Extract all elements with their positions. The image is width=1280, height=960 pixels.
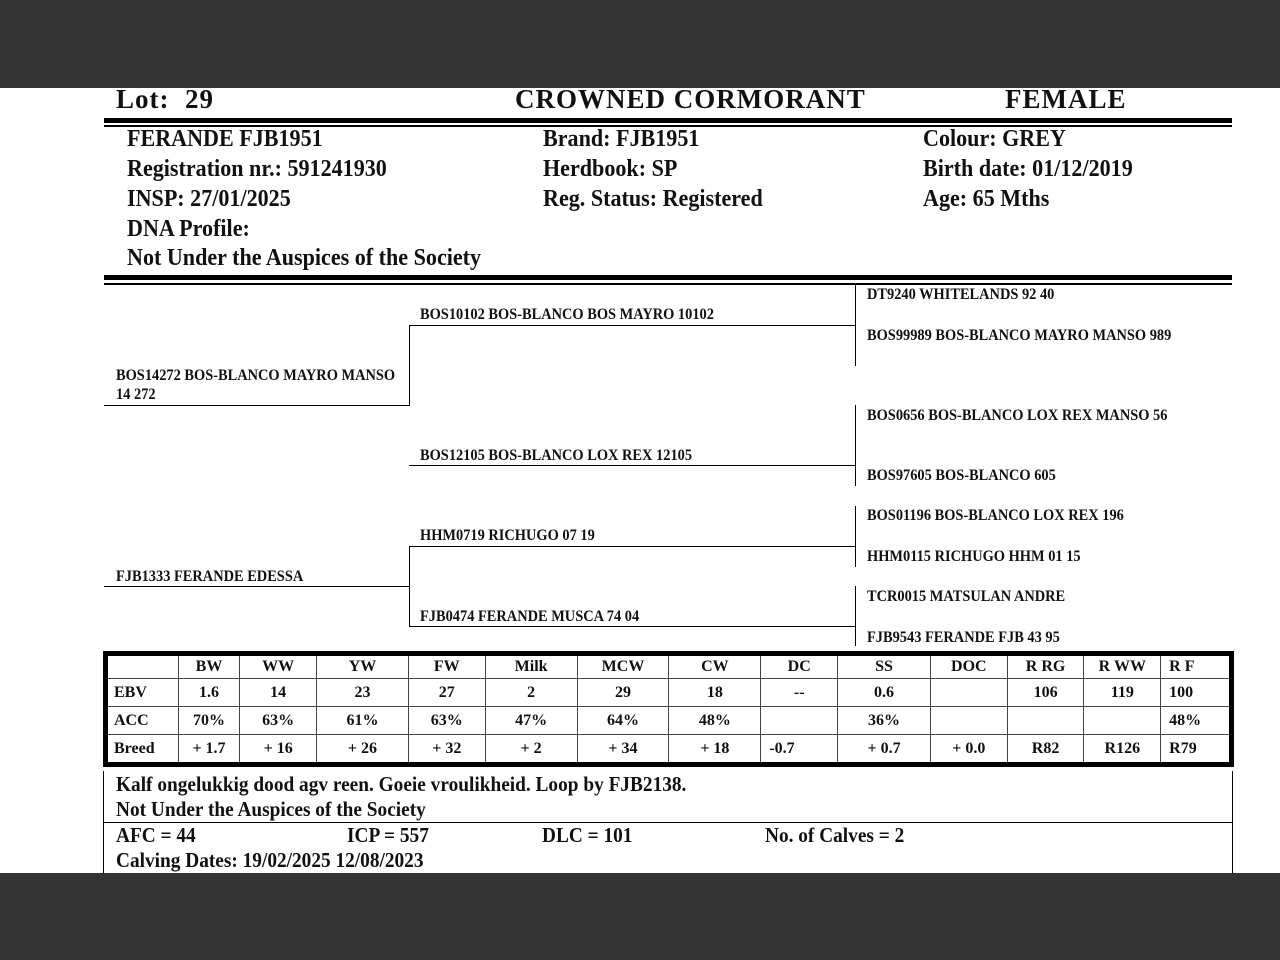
ebv-header-cell: R WW <box>1084 654 1161 679</box>
brand: Brand: FJB1951 <box>543 126 700 152</box>
pedigree-ggp-8: FJB9543 FERANDE FJB 43 95 <box>867 629 1060 646</box>
breed-cell: + 26 <box>317 735 409 765</box>
breed-cell: R82 <box>1007 735 1084 765</box>
dam-dam-line <box>409 626 856 627</box>
herdbook: Herdbook: SP <box>543 156 678 182</box>
sire-sire-bracket <box>855 285 856 366</box>
registration-number: Registration nr.: 591241930 <box>127 156 387 182</box>
ebv-cell: 23 <box>317 679 409 707</box>
breed-cell: + 0.0 <box>930 735 1007 765</box>
acc-cell: 47% <box>485 707 577 735</box>
ebv-cell: 18 <box>669 679 761 707</box>
ebv-cell: 106 <box>1007 679 1084 707</box>
pedigree-ggp-1: DT9240 WHITELANDS 92 40 <box>867 286 1055 303</box>
ebv-header-row <box>106 654 1232 679</box>
pedigree-ggp-4: BOS97605 BOS-BLANCO 605 <box>867 467 1056 484</box>
ebv-header-cell <box>106 654 179 679</box>
ebv-header-cell: YW <box>317 654 409 679</box>
breed-cell: -0.7 <box>761 735 838 765</box>
reg-status: Reg. Status: Registered <box>543 186 763 212</box>
pedigree-ggp-3: BOS0656 BOS-BLANCO LOX REX MANSO 56 <box>867 407 1168 424</box>
ebv-header-cell: R RG <box>1007 654 1084 679</box>
ebv-row <box>106 679 1232 707</box>
ebv-header-cell: WW <box>240 654 317 679</box>
ebv-cell: 2 <box>485 679 577 707</box>
sire-dam-bracket <box>855 405 856 486</box>
breed-cell: + 32 <box>408 735 485 765</box>
acc-row <box>106 707 1232 735</box>
sire-dam-line <box>409 465 856 466</box>
dam-dam-bracket <box>855 586 856 646</box>
dam-sire-bracket <box>855 506 856 567</box>
calving-dates: Calving Dates: 19/02/2025 12/08/2023 <box>116 848 424 872</box>
dam-bracket <box>409 546 410 627</box>
pedigree-ggp-5: BOS01196 BOS-BLANCO LOX REX 196 <box>867 507 1124 524</box>
sex-label: FEMALE <box>1005 88 1127 114</box>
acc-cell: 48% <box>1161 707 1232 735</box>
acc-cell: 64% <box>577 707 669 735</box>
pedigree-ggp-2: BOS99989 BOS-BLANCO MAYRO MANSO 989 <box>867 327 1172 344</box>
calves-count: No. of Calves = 2 <box>765 823 905 847</box>
icp-value: ICP = 557 <box>347 823 429 847</box>
breeder-name: CROWNED CORMORANT <box>515 88 866 114</box>
lot-number: 29 <box>185 88 214 114</box>
ebv-cell: 100 <box>1161 679 1232 707</box>
age: Age: 65 Mths <box>923 186 1050 212</box>
ebv-table <box>103 651 1234 767</box>
breed-cell: + 18 <box>669 735 761 765</box>
ebv-row-label: EBV <box>106 679 179 707</box>
afc-value: AFC = 44 <box>116 823 196 847</box>
breed-row-label: Breed <box>106 735 179 765</box>
sire-sire-line <box>409 325 856 326</box>
pedigree-dam-sire: HHM0719 RICHUGO 07 19 <box>420 527 595 544</box>
ebv-cell: -- <box>761 679 838 707</box>
ebv-header-cell: MCW <box>577 654 669 679</box>
breed-cell: R126 <box>1084 735 1161 765</box>
ebv-header-cell: SS <box>838 654 931 679</box>
sire-line <box>104 405 409 406</box>
pedigree-dam: FJB1333 FERANDE EDESSA <box>116 568 304 585</box>
ebv-cell: 119 <box>1084 679 1161 707</box>
acc-cell: 63% <box>240 707 317 735</box>
acc-cell <box>930 707 1007 735</box>
auspices-note: Not Under the Auspices of the Society <box>127 245 482 271</box>
breed-cell: + 2 <box>485 735 577 765</box>
sire-bracket <box>409 325 410 406</box>
comment-line-2: Not Under the Auspices of the Society <box>116 797 426 821</box>
acc-cell: 48% <box>669 707 761 735</box>
pedigree-sire-sire: BOS10102 BOS-BLANCO BOS MAYRO 10102 <box>420 306 714 323</box>
dam-sire-line <box>409 546 856 547</box>
pedigree-ggp-6: HHM0115 RICHUGO HHM 01 15 <box>867 548 1081 565</box>
breed-cell: + 34 <box>577 735 669 765</box>
breed-cell: + 1.7 <box>178 735 240 765</box>
breed-cell: + 0.7 <box>838 735 931 765</box>
catalogue-page <box>0 88 1280 873</box>
ebv-header-cell: DOC <box>930 654 1007 679</box>
pedigree-sire-dam: BOS12105 BOS-BLANCO LOX REX 12105 <box>420 447 693 464</box>
acc-cell: 61% <box>317 707 409 735</box>
ebv-header-cell: CW <box>669 654 761 679</box>
ebv-header-cell: DC <box>761 654 838 679</box>
comment-line-1: Kalf ongelukkig dood agv reen. Goeie vroulikheid. Loop by FJB2138. <box>116 772 687 796</box>
ebv-cell: 1.6 <box>178 679 240 707</box>
pedigree-sire: BOS14272 BOS-BLANCO MAYRO MANSO 14 272 <box>116 367 396 403</box>
ebv-cell: 29 <box>577 679 669 707</box>
ebv-header-cell: FW <box>408 654 485 679</box>
info-rule-thick <box>104 275 1232 280</box>
acc-cell <box>761 707 838 735</box>
acc-cell: 63% <box>408 707 485 735</box>
pedigree-ggp-7: TCR0015 MATSULAN ANDRE <box>867 588 1066 605</box>
acc-cell <box>1084 707 1161 735</box>
acc-row-label: ACC <box>106 707 179 735</box>
stats-box <box>103 823 1233 873</box>
header-rule-thick <box>104 118 1232 123</box>
acc-cell: 36% <box>838 707 931 735</box>
dlc-value: DLC = 101 <box>542 823 633 847</box>
acc-cell <box>1007 707 1084 735</box>
ebv-header-cell: Milk <box>485 654 577 679</box>
ebv-header-cell: R F <box>1161 654 1232 679</box>
pedigree-dam-dam: FJB0474 FERANDE MUSCA 74 04 <box>420 608 640 625</box>
breed-cell: + 16 <box>240 735 317 765</box>
birth-date: Birth date: 01/12/2019 <box>923 156 1133 182</box>
ebv-header-cell: BW <box>178 654 240 679</box>
dna-profile: DNA Profile: <box>127 216 250 242</box>
lot-label: Lot: 29 <box>116 88 214 115</box>
ebv-cell: 0.6 <box>838 679 931 707</box>
acc-cell: 70% <box>178 707 240 735</box>
ebv-cell: 27 <box>408 679 485 707</box>
colour: Colour: GREY <box>923 126 1066 152</box>
ebv-cell: 14 <box>240 679 317 707</box>
breed-cell: R79 <box>1161 735 1232 765</box>
breed-row <box>106 735 1232 765</box>
dam-line <box>104 586 409 587</box>
comments-box <box>103 771 1233 823</box>
inspection-date: INSP: 27/01/2025 <box>127 186 291 212</box>
ebv-cell <box>930 679 1007 707</box>
animal-name: FERANDE FJB1951 <box>127 126 323 152</box>
